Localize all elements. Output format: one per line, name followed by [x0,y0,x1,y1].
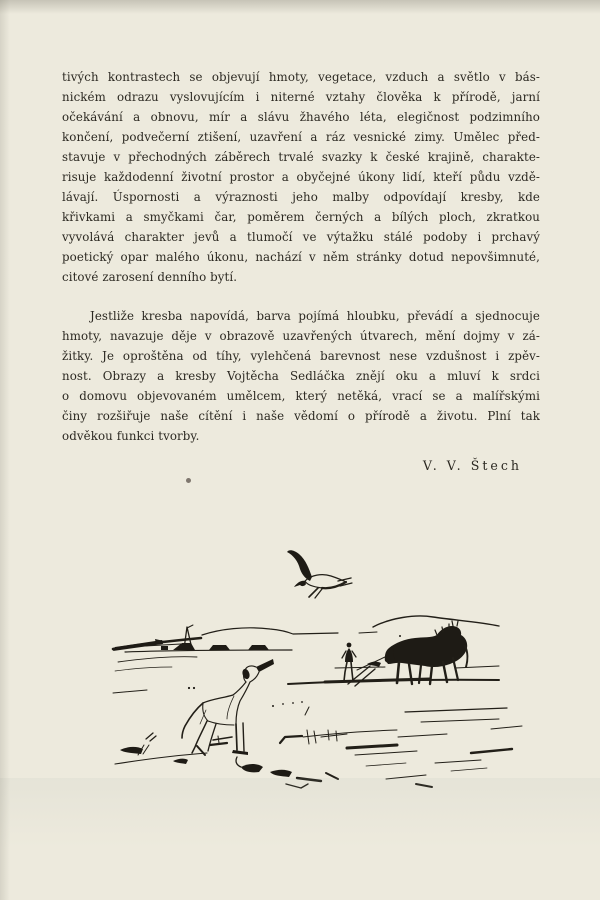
horses-sketch [288,621,499,686]
text-line: odvěkou funkci tvorby. [62,429,200,443]
text-line: nickém odrazu vyslovujícím i niterné vztahy člověka k přírodě, jarní [62,90,540,104]
author-signature: V. V. Štech [422,458,522,473]
text-line: nost. Obrazy a kresby Vojtěcha Sedláčka znějí oku a mluví k srdci [62,369,540,383]
text-line: činy rozšiřuje naše cítění i naše vědomí o přírodě a životu. Plní tak [62,409,540,423]
body-text [62,67,540,476]
text-line: křivkami a smyčkami čar, poměrem černých a bílých ploch, zkratkou [62,210,540,224]
text-line: lávají. Úspornosti a výraznosti jeho malby odpovídají kresby, kde [62,190,540,204]
paragraph [62,67,540,287]
text-line: žitky. Je oproštěna od tíhy, vylehčená barevnost nese vzdušnost i zpěv- [62,349,540,363]
text-line: stavuje v přechodných záběrech trvalé svazky k české krajině, charakte- [62,150,540,164]
text-line: o domovu objevovaném umělcem, který netěká, vrací se a malířskými [62,389,540,403]
dog-sketch [182,659,274,755]
foreground-strokes [115,701,522,788]
paragraph [62,306,540,446]
illustration-drawing [85,540,525,805]
text-line: poetický opar malého úkonu, nachází v něm stránky dotud nepovšimnuté, [62,250,540,264]
text-line: očekávání a obnovu, mír a slávu žhavého léta, elegičnost podzimního [62,110,540,124]
text-line: končení, podvečerní ztišení, uzavření a ráz vesnické zimy. Umělec před- [62,130,540,144]
text-line: citové zarosení denního bytí. [62,270,238,284]
text-line: vyvolává charakter jevů a tlumočí ve výtažku stálé podoby i prchavý [62,230,540,244]
text-line: hmoty, navazuje děje v obrazově uzavřených útvarech, mění dojmy v zá- [62,329,540,343]
ink-speck [186,478,191,483]
text-line: risuje každodenní životní prostor a obyčejné úkony lidí, kteří půdu vzdě- [62,170,540,184]
farmer-sketch [342,643,356,681]
text-line: Jestliže kresba napovídá, barva pojímá hloubku, převádí a sjednocuje [90,309,540,323]
text-line: tivých kontrastech se objevují hmoty, vegetace, vzduch a světlo v bás- [62,70,540,84]
bird-sketch [287,550,352,598]
